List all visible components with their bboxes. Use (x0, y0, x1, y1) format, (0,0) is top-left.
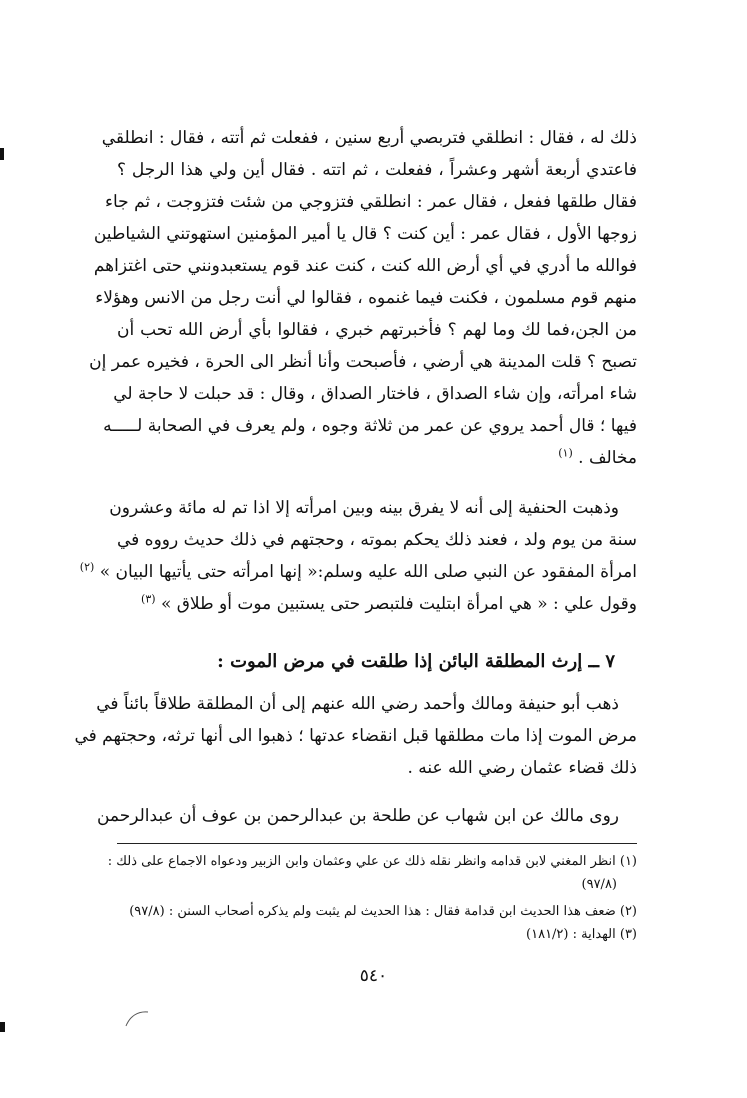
scan-edge-mark (0, 1022, 5, 1032)
text-fragment: مخالف . (578, 448, 637, 468)
footnote-ref: (٣) (141, 592, 156, 606)
text-line: من الجن،فما لك وما لهم ؟ فأخبرتهم خبري ، فقالوا بأي أرض الله تحب أن (117, 320, 637, 340)
footnote: (١) انظر المغني لابن قدامه وانظر نقله ذلك عن علي وعثمان وابن الزبير ودعواه الاجماع على ذلك : (107, 854, 637, 869)
text-line: مرض الموت إذا مات مطلقها قبل انقضاء عدتها ؛ ذهبوا الى أنها ترثه، وحجتهم في (74, 726, 637, 746)
text-line (79, 560, 637, 583)
text-line: شاء امرأته، وإن شاء الصداق ، فاختار الصداق ، وقال : قد حبلت لا حاجة لي (113, 384, 637, 404)
pen-mark-icon (122, 1008, 152, 1030)
footnote-ref: (١) (558, 446, 573, 460)
text-line: فاعتدي أربعة أشهر وعشراً ، ففعلت ، ثم اتته . فقال أين ولي هذا الرجل ؟ (117, 160, 637, 180)
section-heading: ٧ ــ إرث المطلقة البائن إذا طلقت في مرض الموت : (217, 651, 615, 672)
text-line: تصبح ؟ قلت المدينة هي أرضي ، فأصبحت وأنا أنظر الى الحرة ، فخيره عمر إن (89, 352, 637, 372)
footnote-ref: (٢) (79, 560, 95, 574)
page-number: ٥٤٠ (359, 966, 388, 986)
text-line: فيها ؛ قال أحمد يروي عن عمر من ثلاثة وجوه ، ولم يعرف في الصحابة لـــــه (103, 416, 637, 436)
text-line: روى مالك عن ابن شهاب عن طلحة بن عبدالرحمن بن عوف أن عبدالرحمن (96, 806, 619, 826)
footnote: (٢) ضعف هذا الحديث ابن قدامة فقال : هذا الحديث لم يثبت ولم يذكره أصحاب السنن : (٩٧/٨) (129, 904, 637, 919)
text-line: منهم قوم مسلمون ، فكنت فيما غنموه ، فقالوا لي أنت رجل من الانس وهؤلاء (95, 288, 637, 308)
text-line (117, 447, 637, 469)
text-fragment: امرأة المفقود عن النبي صلى الله عليه وسلم:« إنها امرأته حتى يأتيها البيان » (99, 562, 637, 582)
footnote-continuation: (٩٧/٨) (581, 877, 617, 892)
text-line: وذهبت الحنفية إلى أنه لا يفرق بينه وبين امرأته إلا اذا تم له مائة وعشرون (109, 498, 619, 518)
scan-edge-mark (0, 148, 4, 160)
text-fragment: وقول علي : « هي امرأة ابتليت فلتبصر حتى يستبين موت أو طلاق » (160, 594, 637, 614)
text-line: ذهب أبو حنيفة ومالك وأحمد رضي الله عنهم إلى أن المطلقة طلاقاً بائناً في (96, 694, 619, 714)
text-line: فوالله ما أدري في أي أرض الله كنت ، كنت عند قوم يستعبدونني حتى اغتزاهم (93, 256, 637, 276)
text-line: ذلك قضاء عثمان رضي الله عنه . (407, 758, 637, 778)
text-line: زوجها الأول ، فقال عمر : أين كنت ؟ قال يا أمير المؤمنين استهوتني الشياطين (93, 224, 637, 244)
text-line: ذلك له ، فقال : انطلقي فتربصي أربع سنين ، ففعلت ثم أتته ، فقال : انطلقي (101, 128, 637, 148)
footnote-separator (117, 843, 637, 844)
text-line: سنة من يوم ولد ، فعند ذلك يحكم بموته ، وحجتهم في ذلك حديث رووه في (116, 530, 637, 550)
text-line (117, 593, 637, 615)
text-line: فقال طلقها ففعل ، فقال عمر : انطلقي فتزوجي من شئت فتزوجت ، ثم جاء (104, 192, 637, 212)
footnote: (٣) الهداية : (١٨١/٢) (526, 927, 637, 942)
